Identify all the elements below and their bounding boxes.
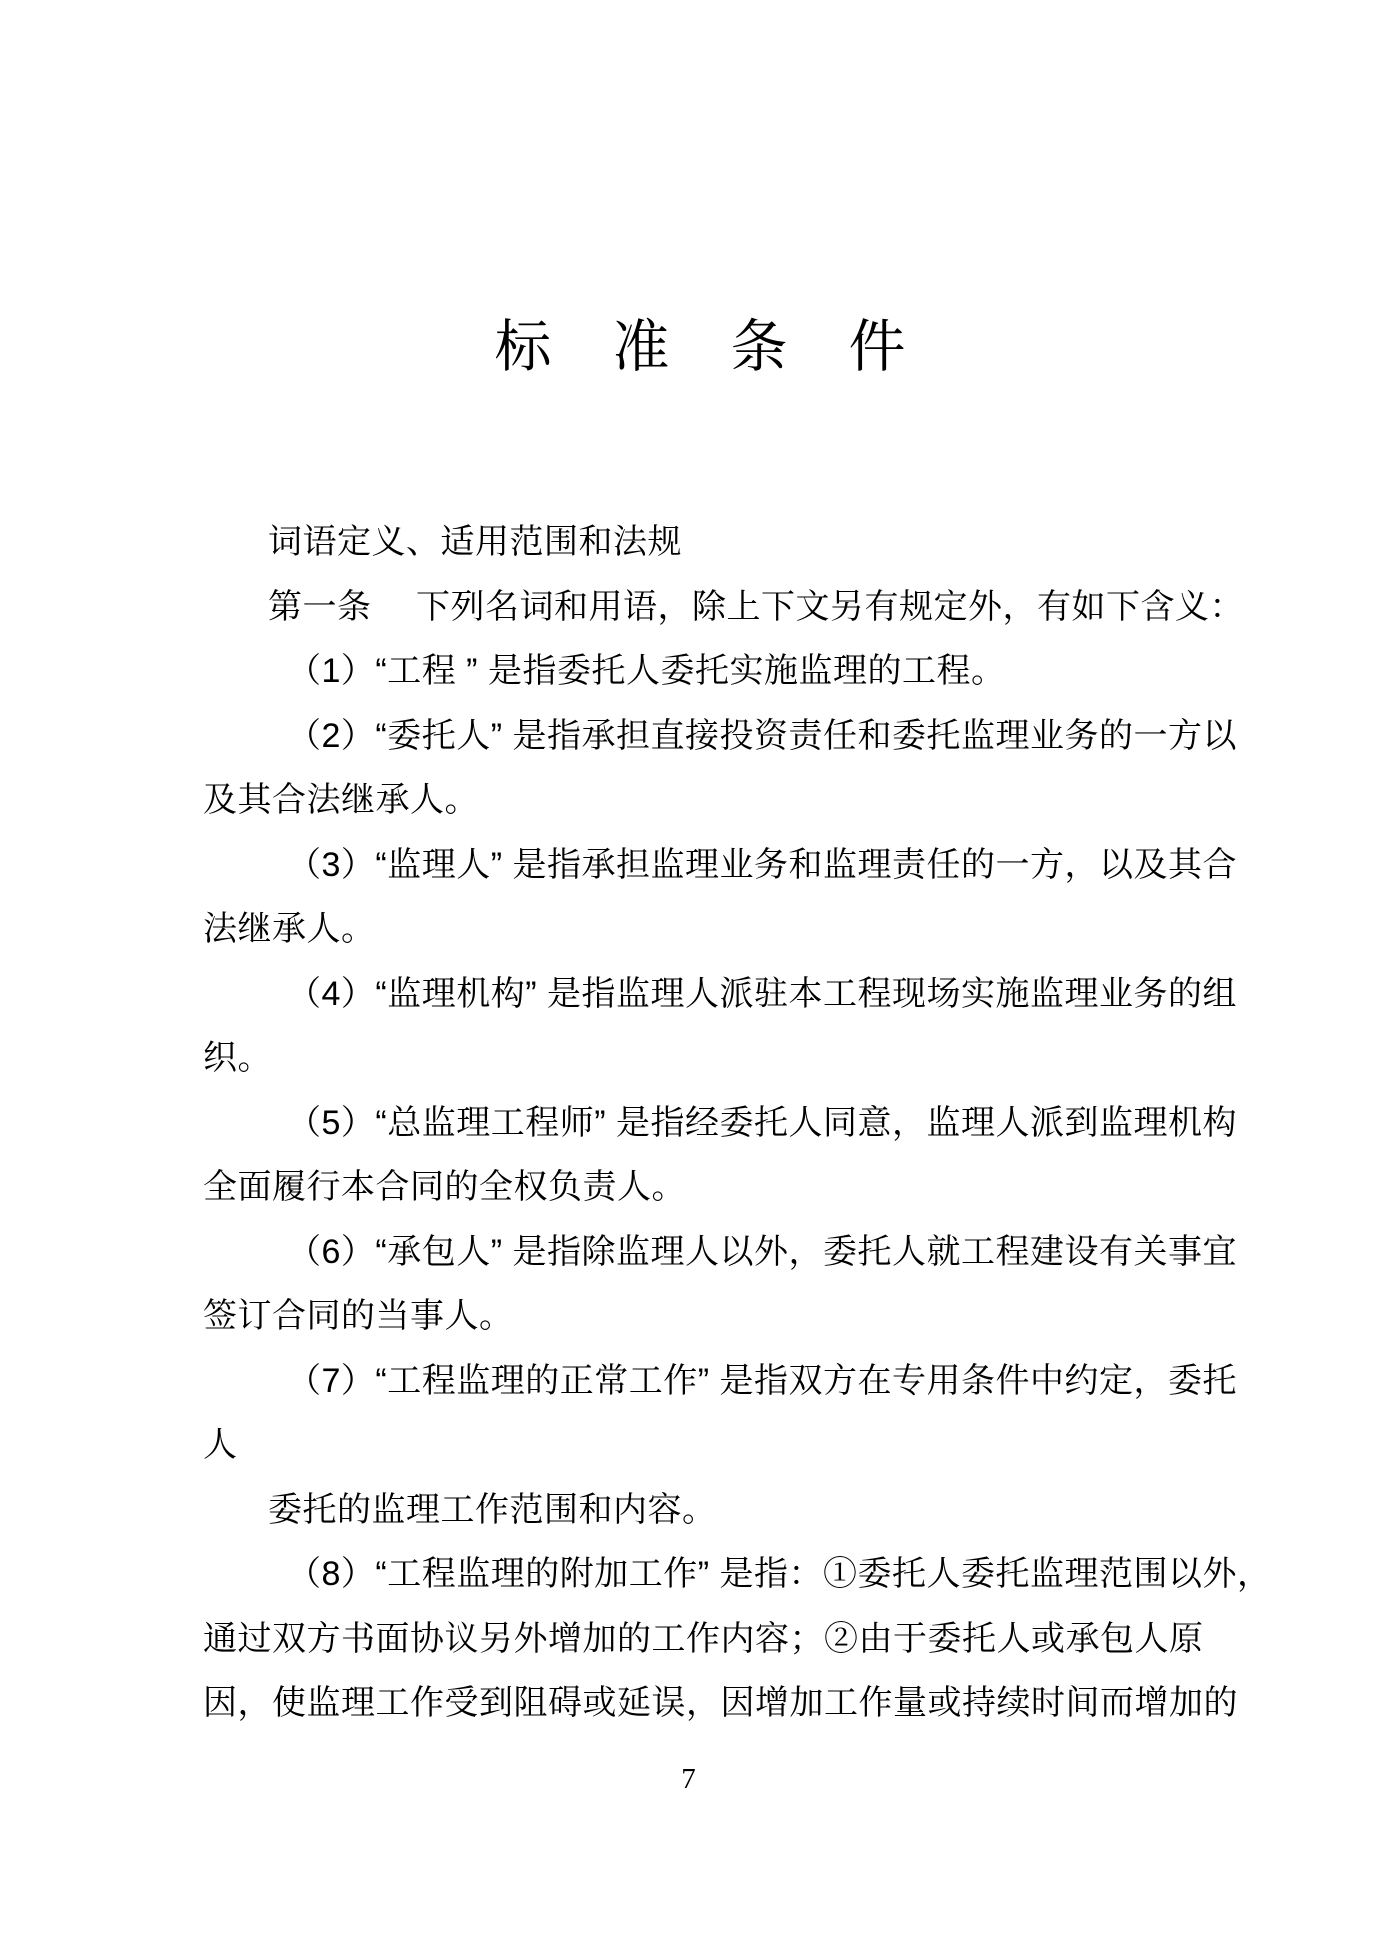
doc-line-def-6-cont: 签订合同的当事人。: [203, 1297, 514, 1335]
document-title: 标 准 条 件: [494, 315, 908, 379]
page-number: 7: [681, 1762, 696, 1795]
doc-line-def-1: （1）“工程 ” 是指委托人委托实施监理的工程。: [287, 652, 1006, 690]
doc-line-section-heading: 词语定义、适用范围和法规: [268, 523, 682, 561]
doc-line-def-8: （8）“工程监理的附加工作” 是指：①委托人委托监理范围以外，: [287, 1555, 1272, 1593]
doc-line-def-8-cont: 通过双方书面协议另外增加的工作内容；②由于委托人或承包人原: [203, 1619, 1204, 1658]
doc-line-def-3-cont: 法继承人。: [203, 910, 376, 948]
doc-line-def-7-cont-2: 委托的监理工作范围和内容。: [268, 1490, 717, 1529]
doc-line-def-8-cont-2: 因，使监理工作受到阻碍或延误，因增加工作量或持续时间而增加的: [203, 1684, 1238, 1722]
doc-line-def-5: （5）“总监理工程师” 是指经委托人同意，监理人派到监理机构: [287, 1103, 1237, 1142]
doc-line-def-7: （7）“工程监理的正常工作” 是指双方在专用条件中约定，委托: [287, 1361, 1237, 1400]
doc-line-def-7-cont: 人: [203, 1426, 238, 1464]
doc-line-def-2-cont: 及其合法继承人。: [203, 781, 479, 819]
doc-line-article-1: 第一条 下列名词和用语，除上下文另有规定外，有如下含义：: [268, 587, 1244, 626]
doc-line-def-6: （6）“承包人” 是指除监理人以外，委托人就工程建设有关事宜: [287, 1232, 1237, 1271]
doc-line-def-3: （3）“监理人” 是指承担监理业务和监理责任的一方，以及其合: [287, 845, 1237, 884]
document-body: [203, 510, 1272, 1736]
doc-line-def-2: （2）“委托人” 是指承担直接投资责任和委托监理业务的一方以: [287, 716, 1237, 755]
doc-line-def-4-cont: 织。: [203, 1039, 272, 1077]
doc-line-def-4: （4）“监理机构” 是指监理人派驻本工程现场实施监理业务的组: [287, 974, 1237, 1013]
doc-line-def-5-cont: 全面履行本合同的全权负责人。: [203, 1168, 686, 1206]
